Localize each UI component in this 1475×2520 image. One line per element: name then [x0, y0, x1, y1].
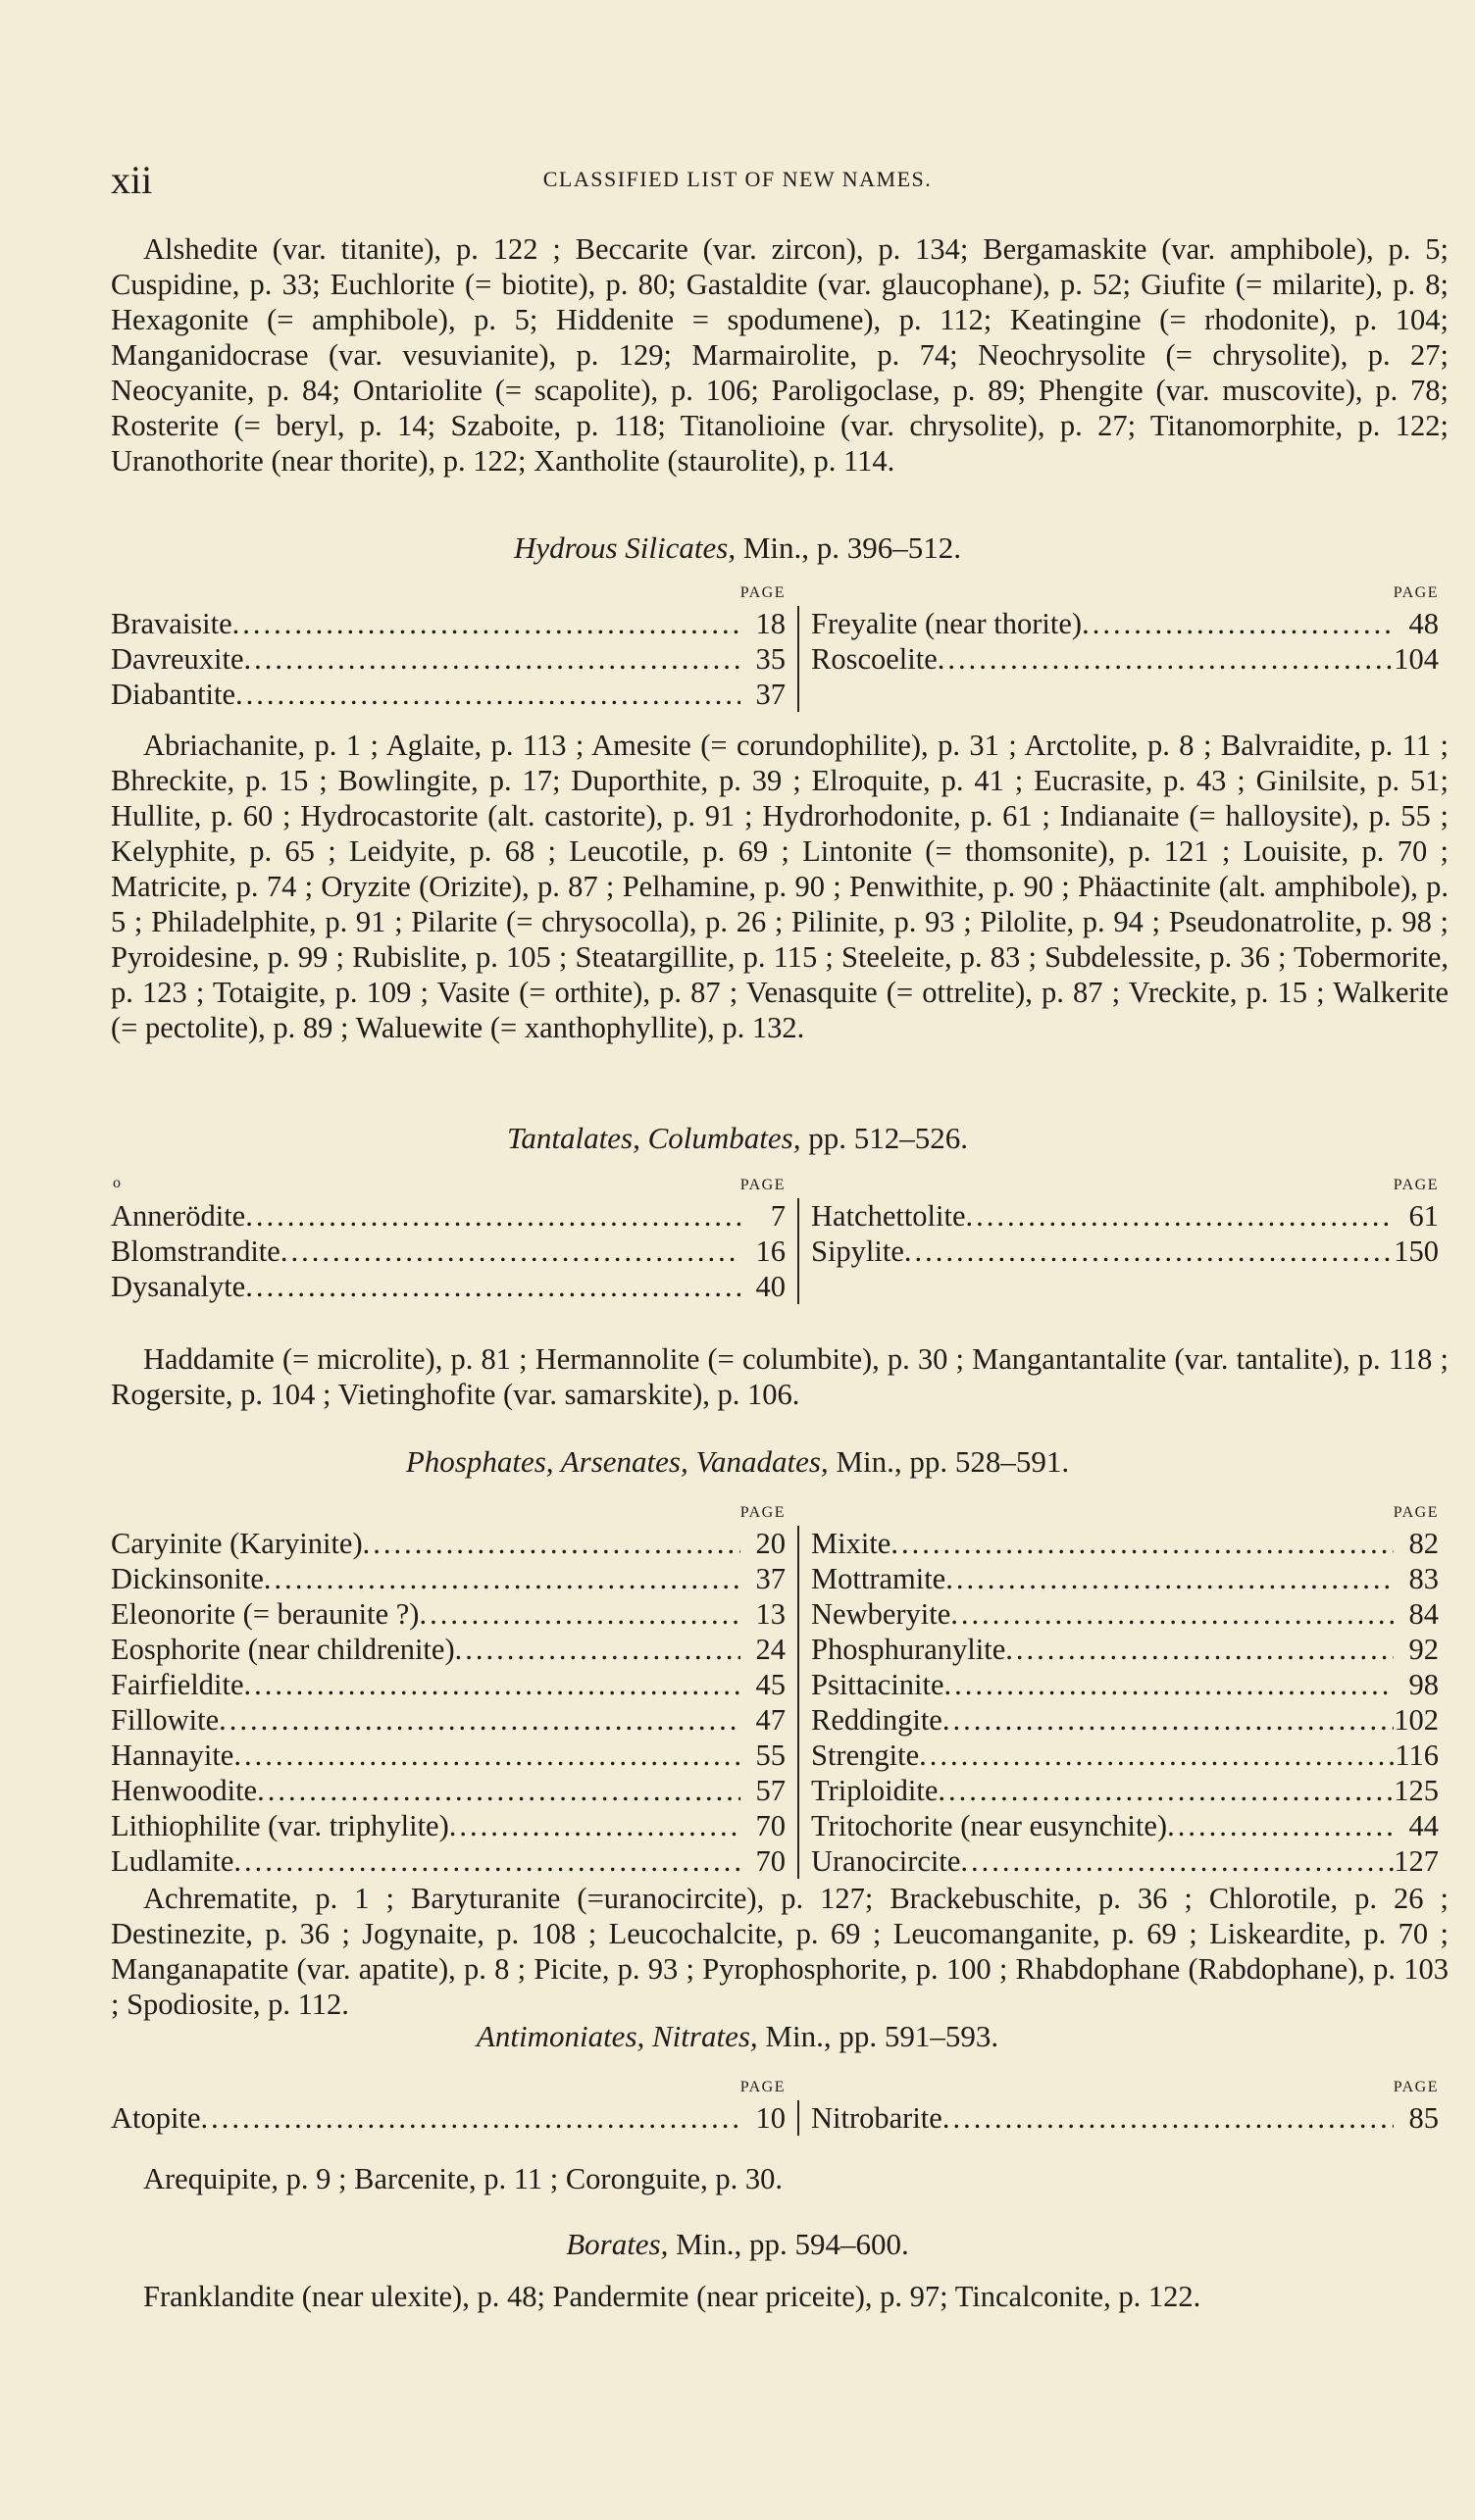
page-header	[0, 157, 1475, 206]
heading-italic: Tantalates, Columbates,	[507, 1121, 801, 1155]
table-tantalates	[111, 1175, 1449, 1304]
borates-paragraph: Franklandite (near ulexite), p. 48; Pandermite (near priceite), p. 97; Tincalconite, p. 122.	[143, 2280, 1201, 2313]
phosphates-paragraph: Achrematite, p. 1 ; Baryturanite (=uranocircite), p. 127; Brackebuschite, p. 36 ; Chlorotile, p. 26 ; Destinezite, p. 36 ; Jogynaite, p. 108 ; Leucochalcite, p. 69 ; Leucomanganite, p. 69 ; Liskeardite, p. 70 ; Manganapatite (var. apatite), p. 8 ; Picite, p. 93 ; Pyrophosphorite, p. 100 ; Rhabdophane (Rabdophane), p. 103 ; Spodiosite, p. 112.	[111, 1882, 1449, 2021]
dot-leader	[201, 2100, 741, 2136]
mineral-name: Psittacinite	[811, 1668, 944, 1701]
dot-leader	[233, 1843, 740, 1879]
mineral-name: Phosphuranylite	[811, 1633, 1006, 1666]
dot-leader	[245, 1198, 740, 1234]
degree-mark: o	[113, 1175, 121, 1191]
section-heading-borates	[0, 2226, 1475, 2263]
table-row	[111, 1632, 786, 1667]
mineral-name: Annerödite	[111, 1199, 246, 1233]
table-row	[811, 1738, 1439, 1773]
page-ref: 150	[1394, 1235, 1439, 1268]
table-row	[111, 1738, 786, 1773]
dot-leader	[280, 1234, 740, 1269]
mineral-name: Newberyite	[811, 1597, 951, 1631]
table-row	[811, 2100, 1439, 2136]
heading-reference: Min., pp. 594–600.	[668, 2227, 909, 2261]
dot-leader	[449, 1808, 740, 1843]
table-column-left	[111, 2079, 799, 2136]
dot-leader	[419, 1596, 740, 1632]
mineral-name: Tritochorite (near eusynchite)	[811, 1809, 1168, 1842]
page-column-label: PAGE	[739, 1177, 786, 1193]
mineral-name: Strengite	[811, 1739, 920, 1772]
mineral-name: Fairfieldite	[111, 1668, 244, 1701]
page-ref: 104	[1394, 642, 1439, 676]
table-row	[111, 606, 786, 641]
table-row	[111, 1526, 786, 1561]
dot-leader	[942, 1702, 1394, 1738]
page-ref: 37	[755, 1562, 786, 1595]
page-ref: 127	[1394, 1844, 1439, 1878]
table-row	[111, 1198, 786, 1234]
mineral-name: Eleonorite (= beraunite ?)	[111, 1597, 420, 1631]
dot-leader	[1082, 606, 1394, 641]
heading-reference: pp. 512–526.	[800, 1121, 968, 1155]
section-heading-hydrous	[0, 529, 1475, 567]
page-ref: 98	[1408, 1668, 1439, 1701]
mineral-name: Eosphorite (near childrenite)	[111, 1633, 455, 1666]
mineral-name: Reddingite	[811, 1703, 942, 1737]
table-column-left	[111, 584, 799, 712]
table-phosphates	[111, 1504, 1449, 1879]
running-title: CLASSIFIED LIST OF NEW NAMES.	[542, 167, 933, 191]
page-ref: 70	[755, 1844, 786, 1878]
table-column-right	[799, 1177, 1439, 1304]
table-column-left	[111, 1175, 799, 1304]
dot-leader	[363, 1526, 740, 1561]
dot-leader	[890, 1526, 1394, 1561]
page-ref: 125	[1394, 1774, 1439, 1807]
dot-leader	[1005, 1632, 1394, 1667]
heading-italic: Phosphates, Arsenates, Vanadates,	[405, 1444, 829, 1479]
page-ref: 10	[755, 2101, 786, 2135]
page-column-label: PAGE	[739, 2079, 786, 2095]
page-ref: 35	[755, 642, 786, 676]
mineral-name: Dysanalyte	[111, 1270, 246, 1303]
table-row	[111, 677, 786, 712]
page-ref: 57	[755, 1774, 786, 1807]
mineral-name: Dickinsonite	[111, 1562, 264, 1595]
dot-leader	[233, 1738, 740, 1773]
table-row	[111, 1234, 786, 1269]
table-row	[811, 1234, 1439, 1269]
table-row	[111, 1702, 786, 1738]
anhydrous-continuation-paragraph: Alshedite (var. titanite), p. 122 ; Beccarite (var. zircon), p. 134; Bergamaskite (var. amphibole), p. 5; Cuspidine, p. 33; Euchlorite (= biotite), p. 80; Gastaldite (var. glaucophane), p. 52; Giufite (= milarite), p. 8; Hexagonite (= amphibole), p. 5; Hiddenite = spodumene), p. 112; Keatingine (= rhodonite), p. 104; Manganidocrase (var. vesuvianite), p. 129; Marmairolite, p. 74; Neochrysolite (= chrysolite), p. 27; Neocyanite, p. 84; Ontariolite (= scapolite), p. 106; Paroligoclase, p. 89; Phengite (var. muscovite), p. 78; Rosterite (= beryl, p. 14; Szaboite, p. 118; Titanolioine (var. chrysolite), p. 27; Titanomorphite, p. 122; Uranothorite (near thorite), p. 122; Xantholite (staurolite), p. 114.	[111, 232, 1449, 478]
section-heading-phosphates	[0, 1443, 1475, 1481]
table-row	[111, 1808, 786, 1843]
mineral-name: Hannayite	[111, 1739, 234, 1772]
table-row	[811, 606, 1439, 641]
table-row	[811, 1808, 1439, 1843]
dot-leader	[938, 1773, 1394, 1808]
mineral-name: Henwoodite	[111, 1774, 258, 1807]
page-ref: 47	[755, 1703, 786, 1737]
page-ref: 7	[770, 1199, 786, 1233]
page-ref: 55	[755, 1739, 786, 1772]
heading-reference: Min., pp. 591–593.	[757, 2019, 999, 2053]
page-number: xii	[111, 158, 153, 202]
page-ref: 84	[1408, 1597, 1439, 1631]
table-row	[811, 1198, 1439, 1234]
page-ref: 20	[755, 1527, 786, 1560]
table-row	[811, 1561, 1439, 1596]
dot-leader	[219, 1702, 740, 1738]
mineral-name: Roscoelite	[811, 642, 938, 676]
page-ref: 70	[755, 1809, 786, 1842]
page-ref: 37	[755, 678, 786, 711]
page-ref: 61	[1408, 1199, 1439, 1233]
table-column-right	[799, 2079, 1439, 2136]
table-row	[111, 1667, 786, 1702]
mineral-name: Hatchettolite	[811, 1199, 966, 1233]
dot-leader	[945, 1561, 1394, 1596]
table-column-left	[111, 1504, 799, 1879]
page-column-label: PAGE	[1393, 584, 1439, 601]
table-row	[111, 1773, 786, 1808]
dot-leader	[455, 1632, 740, 1667]
page-ref: 82	[1408, 1527, 1439, 1560]
section-heading-tantalates	[0, 1120, 1475, 1157]
mineral-name: Atopite	[111, 2101, 201, 2135]
page-column-label: PAGE	[1393, 1504, 1439, 1521]
mineral-name: Caryinite (Karyinite)	[111, 1527, 363, 1560]
heading-italic: Antimoniates, Nitrates,	[476, 2019, 758, 2053]
dot-leader	[944, 1667, 1394, 1702]
mineral-name: Freyalite (near thorite)	[811, 607, 1083, 640]
tantalates-paragraph: Haddamite (= microlite), p. 81 ; Hermannolite (= columbite), p. 30 ; Mangantantalite (var. tantalite), p. 118 ; Rogersite, p. 104 ; Vietinghofite (var. samarskite), p. 106.	[111, 1342, 1449, 1411]
table-row	[111, 641, 786, 677]
dot-leader	[245, 1269, 740, 1304]
table-row	[111, 1596, 786, 1632]
table-row	[811, 1526, 1439, 1561]
heading-reference: Min., pp. 528–591.	[828, 1444, 1070, 1479]
table-row	[811, 1667, 1439, 1702]
page-column-label: PAGE	[1393, 1177, 1439, 1193]
mineral-name: Mixite	[811, 1527, 891, 1560]
hydrous-paragraph: Abriachanite, p. 1 ; Aglaite, p. 113 ; Amesite (= corundophilite), p. 31 ; Arctolite, p. 8 ; Balvraidite, p. 11 ; Bhreckite, p. 15 ; Bowlingite, p. 17; Duporthite, p. 39 ; Elroquite, p. 41 ; Eucrasite, p. 43 ; Ginilsite, p. 51; Hullite, p. 60 ; Hydrocastorite (alt. castorite), p. 91 ; Hydrorhodonite, p. 61 ; Indianaite (= halloysite), p. 55 ; Kelyphite, p. 65 ; Leidyite, p. 68 ; Leucotile, p. 69 ; Lintonite (= thomsonite), p. 121 ; Louisite, p. 70 ; Matricite, p. 74 ; Oryzite (Orizite), p. 87 ; Pelhamine, p. 90 ; Penwithite, p. 90 ; Phäactinite (alt. amphibole), p. 5 ; Philadelphite, p. 91 ; Pilarite (= chrysocolla), p. 26 ; Pilinite, p. 93 ; Pilolite, p. 94 ; Pseudonatrolite, p. 98 ; Pyroidesine, p. 99 ; Rubislite, p. 105 ; Steatargillite, p. 115 ; Steeleite, p. 83 ; Subdelessite, p. 36 ; Tobermorite, p. 123 ; Totaigite, p. 109 ; Vasite (= orthite), p. 87 ; Venasquite (= ottrelite), p. 87 ; Vreckite, p. 15 ; Walkerite (= pectolite), p. 89 ; Waluewite (= xanthophyllite), p. 132.	[111, 729, 1449, 1044]
table-row	[111, 1561, 786, 1596]
mineral-name: Mottramite	[811, 1562, 946, 1595]
page-ref: 92	[1408, 1633, 1439, 1666]
table-row	[811, 1702, 1439, 1738]
dot-leader	[235, 677, 740, 712]
page-ref: 116	[1395, 1739, 1439, 1772]
dot-leader	[950, 1596, 1394, 1632]
mineral-name: Davreuxite	[111, 642, 244, 676]
page-column-label: PAGE	[739, 1504, 786, 1521]
dot-leader	[1167, 1808, 1394, 1843]
table-row	[111, 1269, 786, 1304]
dot-leader	[942, 2100, 1394, 2136]
dot-leader	[244, 1667, 740, 1702]
mineral-name: Uranocircite	[811, 1844, 961, 1878]
table-row	[811, 1773, 1439, 1808]
page-ref: 83	[1408, 1562, 1439, 1595]
table-row	[111, 2100, 786, 2136]
page-column-label: PAGE	[739, 584, 786, 601]
page-ref: 18	[755, 607, 786, 640]
heading-reference: Min., p. 396–512.	[736, 530, 962, 565]
mineral-name: Lithiophilite (var. triphylite)	[111, 1809, 449, 1842]
page-ref: 85	[1408, 2101, 1439, 2135]
mineral-name: Bravaisite	[111, 607, 232, 640]
table-row	[111, 1843, 786, 1879]
dot-leader	[904, 1234, 1394, 1269]
page-ref: 45	[755, 1668, 786, 1701]
mineral-name: Diabantite	[111, 678, 236, 711]
antimoniates-paragraph: Arequipite, p. 9 ; Barcenite, p. 11 ; Coronguite, p. 30.	[143, 2162, 783, 2195]
mineral-name: Blomstrandite	[111, 1235, 280, 1268]
dot-leader	[966, 1198, 1394, 1234]
page-ref: 24	[755, 1633, 786, 1666]
table-column-right	[799, 1504, 1439, 1879]
table-column-right	[799, 584, 1439, 712]
dot-leader	[264, 1561, 740, 1596]
dot-leader	[938, 641, 1394, 677]
heading-italic: Borates,	[566, 2227, 669, 2261]
dot-leader	[257, 1773, 740, 1808]
dot-leader	[232, 606, 740, 641]
page-ref: 102	[1394, 1703, 1439, 1737]
section-heading-antimoniates	[0, 2018, 1475, 2055]
page-column-label: PAGE	[1393, 2079, 1439, 2095]
mineral-name: Triploidite	[811, 1774, 939, 1807]
table-antimoniates	[111, 2079, 1449, 2136]
mineral-name: Fillowite	[111, 1703, 220, 1737]
mineral-name: Nitrobarite	[811, 2101, 942, 2135]
dot-leader	[919, 1738, 1394, 1773]
page-ref: 40	[755, 1270, 786, 1303]
mineral-name: Sipylite	[811, 1235, 904, 1268]
dot-leader	[960, 1843, 1394, 1879]
table-row	[811, 1596, 1439, 1632]
mineral-name: Ludlamite	[111, 1844, 234, 1878]
heading-italic: Hydrous Silicates,	[513, 530, 737, 565]
page-ref: 16	[755, 1235, 786, 1268]
page-ref: 48	[1408, 607, 1439, 640]
dot-leader	[244, 641, 741, 677]
table-row	[811, 1843, 1439, 1879]
table-row	[811, 1632, 1439, 1667]
page-ref: 13	[755, 1597, 786, 1631]
page-ref: 44	[1408, 1809, 1439, 1842]
table-hydrous	[111, 584, 1449, 712]
table-row	[811, 641, 1439, 677]
